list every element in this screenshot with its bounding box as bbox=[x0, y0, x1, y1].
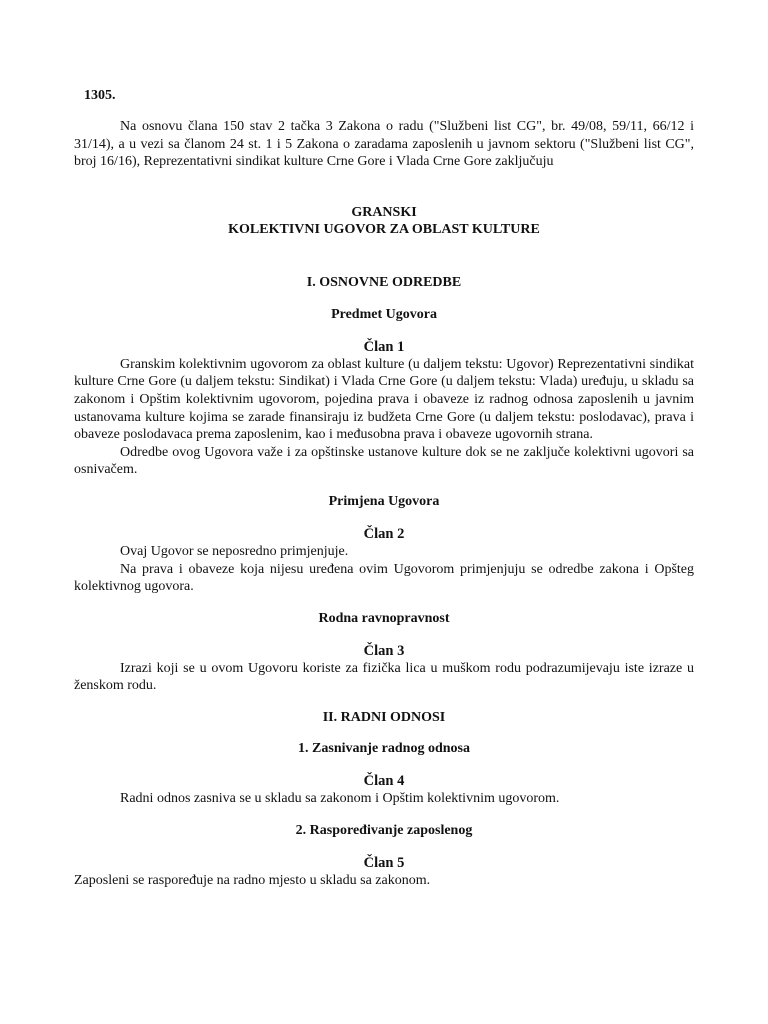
chapter-heading-1: I. OSNOVNE ODREDBE bbox=[306, 274, 462, 290]
document-page bbox=[74, 88, 694, 889]
section-heading-primjena: Primjena Ugovora bbox=[328, 493, 440, 509]
preamble-paragraph: Na osnovu člana 150 stav 2 tačka 3 Zakona o radu ("Službeni list CG", br. 49/08, 59/11, 66/12 i 31/14), a u vezi sa članom 24 st. 1 i 5 Zakona o zaradama zaposlenih u javnom sektoru ("Službeni list CG", broj 16/16), Reprezentativni sindikat kulture Crne Gore i Vlada Crne Gore zaključuju bbox=[74, 119, 694, 170]
article-heading-1: Član 1 bbox=[363, 338, 405, 355]
document-number: 1305. bbox=[84, 88, 116, 103]
section-heading-predmet: Predmet Ugovora bbox=[331, 306, 437, 322]
document-title bbox=[74, 204, 694, 238]
section-heading-rasporedjivanje: 2. Raspoređivanje zaposlenog bbox=[295, 822, 473, 838]
article-1-paragraph-2: Odredbe ovog Ugovora važe i za opštinske ustanove kulture dok se ne zaključe kolektivni ugovori sa osnivačem. bbox=[74, 444, 694, 478]
article-heading-5: Član 5 bbox=[363, 854, 405, 871]
article-3-paragraph-1: Izrazi koji se u ovom Ugovoru koriste za fizička lica u muškom rodu podrazumijevaju iste izraze u ženskom rodu. bbox=[74, 660, 694, 694]
title-line-1: GRANSKI bbox=[351, 204, 417, 220]
section-heading-rodna: Rodna ravnopravnost bbox=[318, 610, 450, 626]
article-1-paragraph-1: Granskim kolektivnim ugovorom za oblast kulture (u daljem tekstu: Ugovor) Reprezentativni sindikat kulture Crne Gore (u daljem tekstu: Sindikat) i Vlada Crne Gore (u daljem tekstu: Vlada) uređuju, u skladu sa zakonom i Opštim kolektivnim ugovorom, pojedina prava i obaveze iz radnog odnosa zaposlenih u javnim ustanovama kulture kojima se zarade finansiraju iz budžeta Crne Gore (u daljem tekstu: poslodavac), prava i obaveze poslodavaca prema zaposlenim, kao i međusobna prava i obaveze ugovornih strana. bbox=[74, 356, 694, 443]
article-heading-4: Član 4 bbox=[363, 772, 405, 789]
section-heading-zasnivanje: 1. Zasnivanje radnog odnosa bbox=[298, 740, 470, 756]
article-heading-3: Član 3 bbox=[363, 642, 405, 659]
title-line-2: KOLEKTIVNI UGOVOR ZA OBLAST KULTURE bbox=[228, 221, 540, 237]
article-2-paragraph-2: Na prava i obaveze koja nijesu uređena ovim Ugovorom primjenjuju se odredbe zakona i Opšteg kolektivnog ugovora. bbox=[74, 561, 694, 595]
article-heading-2: Član 2 bbox=[363, 525, 405, 542]
article-4-paragraph-1: Radni odnos zasniva se u skladu sa zakonom i Opštim kolektivnim ugovorom. bbox=[120, 790, 560, 806]
chapter-heading-2: II. RADNI ODNOSI bbox=[322, 709, 446, 725]
article-5-paragraph-1: Zaposleni se raspoređuje na radno mjesto u skladu sa zakonom. bbox=[74, 872, 431, 888]
article-2-paragraph-1: Ovaj Ugovor se neposredno primjenjuje. bbox=[120, 543, 349, 559]
